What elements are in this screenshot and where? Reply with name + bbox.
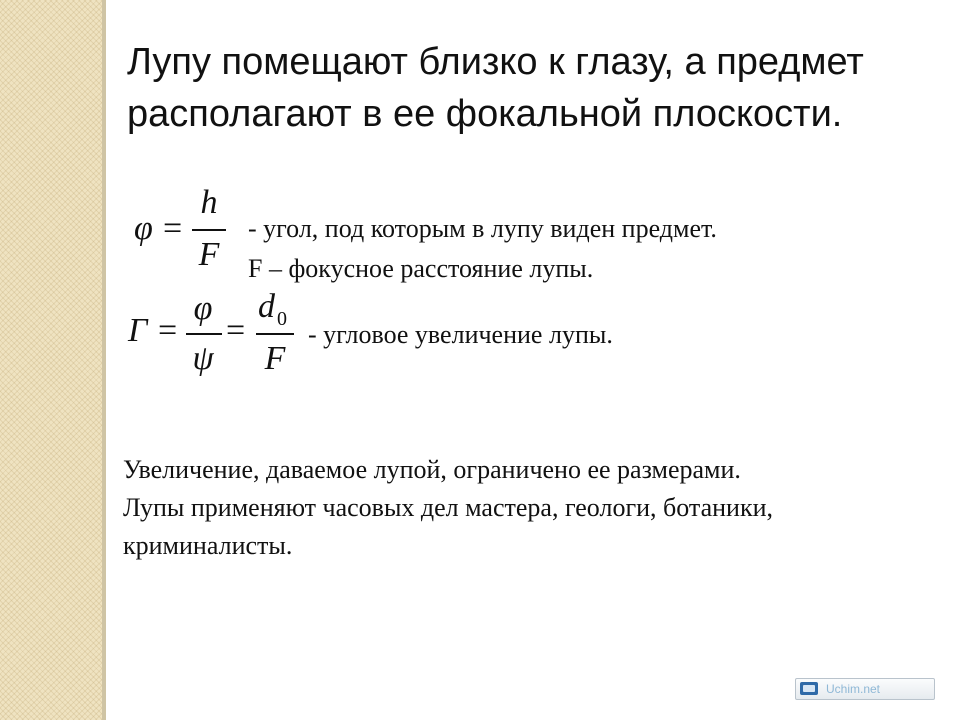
body-paragraph [123, 451, 773, 565]
formula-angle-description: - угол, под которым в лупу виден предмет. [248, 214, 717, 243]
formula-angle-equals: = [163, 210, 183, 247]
formula-magnification-subscript: 0 [277, 308, 287, 330]
watermark-text: Uchim.net [826, 682, 881, 696]
formula-magnification-denominator-2: F [264, 340, 286, 377]
formula-angle-fraction-bar [192, 229, 226, 231]
formula-magnification-equals-1: = [158, 312, 178, 349]
side-divider [102, 0, 106, 720]
title-line-1: Лупу помещают близко к глазу, а предмет [127, 41, 864, 83]
formula-magnification-bar-2 [256, 333, 294, 335]
watermark-link[interactable] [795, 678, 935, 700]
paragraph-line-2: Лупы применяют часовых дел мастера, геологи, ботаники, [123, 493, 773, 522]
focal-length-description: F – фокусное расстояние лупы. [248, 254, 594, 283]
formula-angle-numerator: h [200, 184, 218, 221]
formula-magnification-bar-1 [186, 333, 222, 335]
formula-angle-denominator: F [198, 236, 220, 273]
monitor-icon [800, 682, 818, 695]
formula-magnification-numerator-2: d [258, 288, 275, 325]
formula-angle-lhs: φ [134, 210, 153, 247]
slide-title [127, 36, 927, 140]
decorative-side-bar [0, 0, 102, 720]
title-line-2: располагают в ее фокальной плоскости. [127, 93, 843, 135]
formula-magnification-lhs: Г [128, 312, 148, 349]
formula-magnification-denominator-1: ψ [192, 340, 214, 377]
formula-magnification-equals-2: = [226, 312, 246, 349]
paragraph-line-3: криминалисты. [123, 531, 293, 560]
paragraph-line-1: Увеличение, даваемое лупой, ограничено ее размерами. [123, 455, 741, 484]
formula-magnification-description: - угловое увеличение лупы. [308, 320, 613, 349]
formula-magnification-numerator-1: φ [193, 290, 213, 327]
